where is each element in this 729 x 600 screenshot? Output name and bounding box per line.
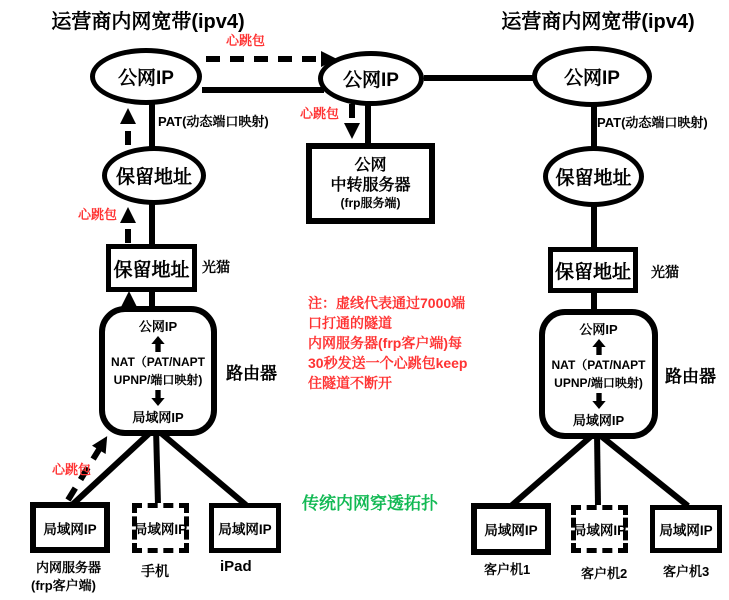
ipad-label: iPad bbox=[220, 558, 252, 575]
tunnel-note-line5: 住隧道不断开 bbox=[308, 375, 392, 391]
router-nat-line1: NAT（PAT/NAPT bbox=[551, 358, 646, 372]
arrow-down-icon bbox=[589, 393, 609, 409]
router-nat-line2: UPNP/端口映射) bbox=[554, 376, 643, 390]
router-box-left bbox=[99, 306, 217, 436]
relay-server-line2: 中转服务器 bbox=[330, 177, 411, 194]
router-label-left: 路由器 bbox=[226, 364, 277, 383]
reserved-address-ellipse-right: 保留地址 bbox=[543, 146, 644, 207]
router-lan-ip: 局域网IP bbox=[132, 410, 184, 425]
isp-title-left: 运营商内网宽带(ipv4) bbox=[51, 11, 245, 33]
public-ip-ellipse-right: 公网IP bbox=[532, 46, 652, 107]
frp-relay-server-box bbox=[306, 143, 435, 224]
reserved-address-ellipse-left: 保留地址 bbox=[102, 146, 206, 205]
tunnel-note-line1: 注：虚线代表通过7000端 bbox=[308, 295, 466, 311]
pat-mapping-label-left: PAT(动态端口映射) bbox=[158, 114, 269, 129]
router-lan-ip: 局域网IP bbox=[572, 413, 625, 428]
lan-ip-box-client2: 局域网IP bbox=[571, 505, 628, 553]
client1-label: 客户机1 bbox=[484, 562, 531, 577]
arrow-up-icon bbox=[589, 339, 609, 355]
lan-ip-box-client1: 局域网IP bbox=[471, 503, 551, 555]
modem-reserved-address-box-right: 保留地址 bbox=[548, 247, 638, 293]
client3-label: 客户机3 bbox=[663, 564, 710, 579]
router-nat-line2: UPNP/端口映射) bbox=[113, 373, 203, 387]
optical-modem-label-left: 光猫 bbox=[202, 259, 230, 275]
router-wan-ip: 公网IP bbox=[138, 319, 178, 334]
router-nat-line1: NAT（PAT/NAPT bbox=[111, 355, 205, 369]
traditional-topology-caption: 传统内网穿透拓扑 bbox=[302, 494, 438, 513]
lan-ip-box-ipad: 局域网IP bbox=[209, 503, 281, 553]
frp-client-name-line1: 内网服务器 bbox=[36, 560, 102, 575]
tunnel-note bbox=[308, 293, 467, 393]
pat-mapping-label-right: PAT(动态端口映射) bbox=[597, 115, 708, 130]
lan-ip-box-client3: 局域网IP bbox=[650, 505, 722, 553]
public-ip-ellipse-left: 公网IP bbox=[90, 48, 202, 105]
tunnel-note-line2: 口打通的隧道 bbox=[308, 315, 392, 331]
frp-client-name-line2: (frp客户端) bbox=[31, 578, 96, 593]
router-label-right: 路由器 bbox=[665, 367, 716, 386]
tunnel-note-line3: 内网服务器(frp客户端)每 bbox=[308, 335, 462, 351]
heartbeat-label-left: 心跳包 bbox=[78, 207, 118, 222]
phone-label: 手机 bbox=[141, 563, 169, 579]
heartbeat-label-bottom: 心跳包 bbox=[52, 462, 92, 477]
client2-label: 客户机2 bbox=[581, 566, 628, 581]
modem-reserved-address-box-left: 保留地址 bbox=[106, 244, 197, 292]
arrow-down-icon bbox=[148, 390, 168, 406]
optical-modem-label-right: 光猫 bbox=[651, 264, 679, 280]
isp-title-right: 运营商内网宽带(ipv4) bbox=[501, 11, 695, 33]
router-wan-ip: 公网IP bbox=[579, 322, 618, 337]
lan-ip-box-phone: 局域网IP bbox=[132, 503, 189, 553]
tunnel-note-line4: 30秒发送一个心跳包keep bbox=[308, 355, 468, 371]
router-box-right bbox=[539, 309, 658, 439]
relay-server-line1: 公网 bbox=[354, 157, 387, 174]
lan-ip-box-frp-client: 局域网IP bbox=[30, 502, 110, 553]
arrow-up-icon bbox=[148, 336, 168, 352]
public-ip-ellipse-middle: 公网IP bbox=[318, 51, 424, 106]
relay-server-line3: (frp服务端) bbox=[340, 196, 401, 210]
heartbeat-label-middle: 心跳包 bbox=[300, 106, 340, 121]
heartbeat-label-top: 心跳包 bbox=[226, 33, 266, 48]
